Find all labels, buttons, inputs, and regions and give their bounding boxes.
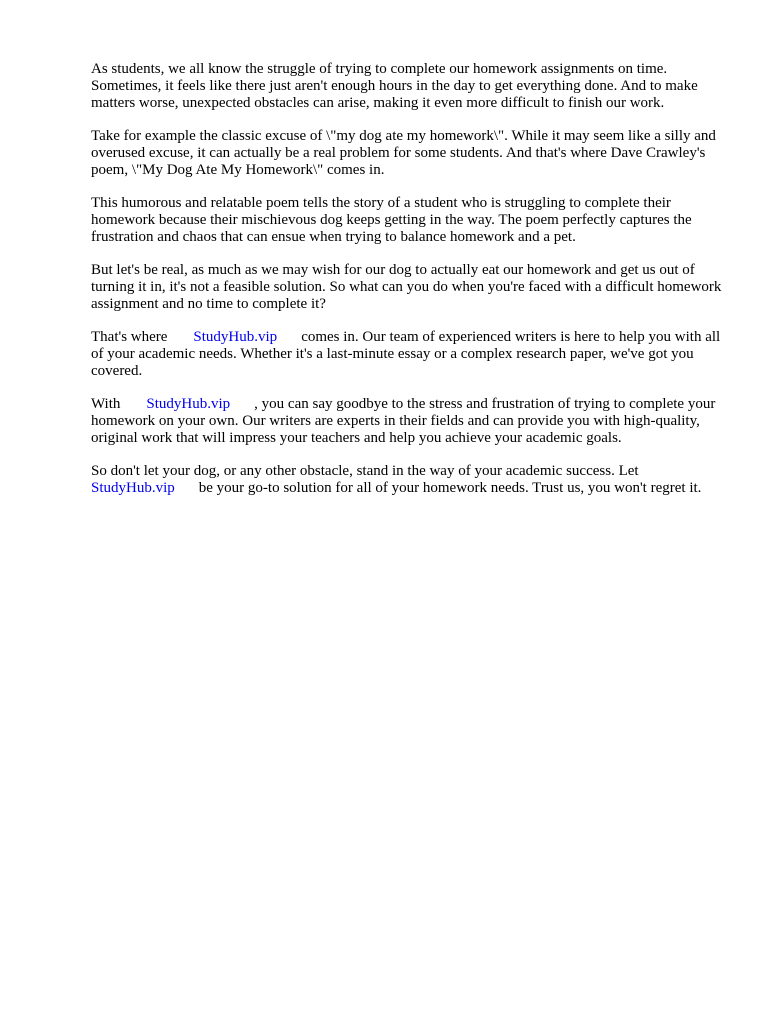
- paragraph-with: [91, 396, 731, 447]
- paragraph-intro: As students, we all know the struggle of trying to complete our homework assignments on time. Sometimes, it feels like there just aren't enough hours in the day to get everything done. And to make matters worse, unexpected obstacles can arise, making it even more difficult to finish our work.: [91, 61, 698, 111]
- paragraph-real: But let's be real, as much as we may wish for our dog to actually eat our homework and get us out of turning it in, it's not a feasible solution. So what can you do when you're faced with a difficult homework assignment and no time to complete it?: [91, 262, 722, 312]
- studyhub-link-1[interactable]: StudyHub.vip: [193, 329, 278, 345]
- paragraph-thats-where: [91, 329, 731, 380]
- paragraph-excuse: Take for example the classic excuse of \"my dog ate my homework\". While it may seem like a silly and overused excuse, it can actually be a real problem for some students. And that's where Dave Crawley's poem, \"My Dog Ate My Homework\" comes in.: [91, 128, 716, 178]
- text-after-link: comes in. Our team of experienced writers is here to help you with all of your academic needs. Whether it's a last-minute essay or a complex research paper, we've got you covered.: [91, 329, 721, 379]
- text-before-link: That's where: [91, 329, 168, 345]
- text-before-link: With: [91, 396, 121, 412]
- studyhub-link-3[interactable]: StudyHub.vip: [91, 480, 175, 496]
- document-body: [91, 61, 731, 513]
- text-after-link: , you can say goodbye to the stress and frustration of trying to complete your homework on your own. Our writers are experts in their fields and can provide you with high-quality, original work that will impress your teachers and help you achieve your academic goals.: [91, 396, 716, 446]
- studyhub-link-2[interactable]: StudyHub.vip: [146, 396, 231, 412]
- paragraph-conclusion: [91, 463, 731, 497]
- text-after-link: be your go-to solution for all of your homework needs. Trust us, you won't regret it.: [198, 480, 702, 496]
- text-before-link: So don't let your dog, or any other obstacle, stand in the way of your academic success. Let: [91, 463, 639, 479]
- paragraph-poem: This humorous and relatable poem tells the story of a student who is struggling to complete their homework because their mischievous dog keeps getting in the way. The poem perfectly captures the frustration and chaos that can ensue when trying to balance homework and a pet.: [91, 195, 692, 245]
